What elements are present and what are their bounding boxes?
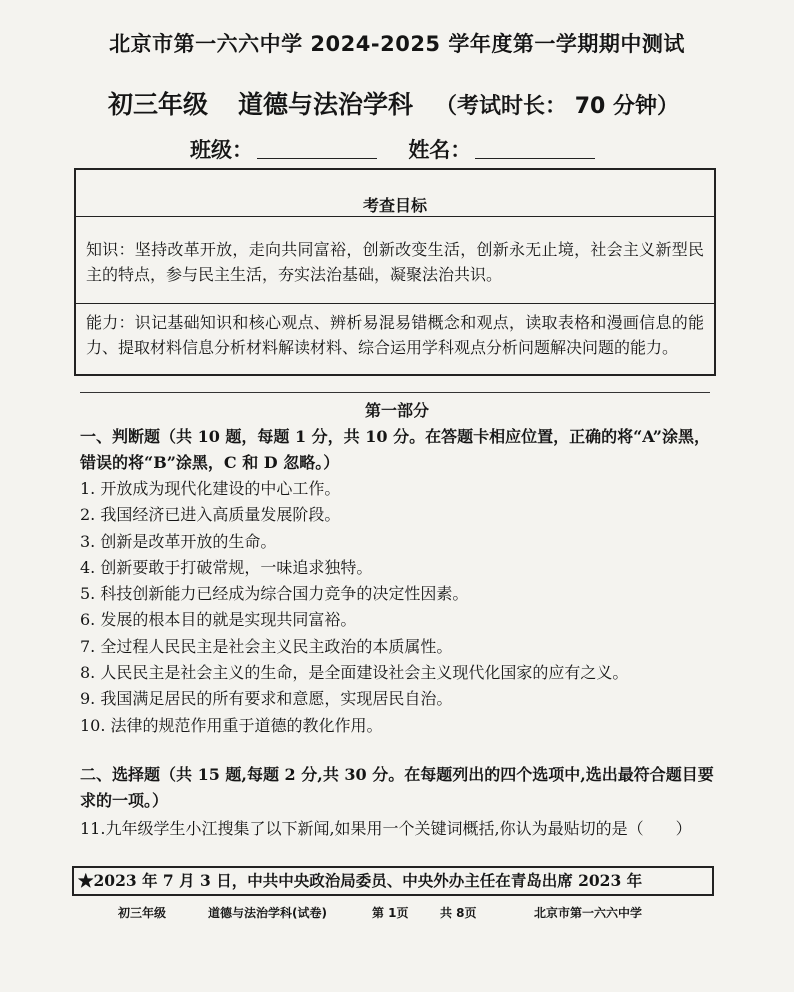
footer-total: 共 8页 xyxy=(440,906,477,920)
list-item: 4. 创新要敢于打破常规，一味追求独特。 xyxy=(80,557,373,577)
section2-instructions: 二、选择题（共 15 题,每题 2 分,共 30 分。在每题列出的四个选项中,选出最符合题目要求的一项。） xyxy=(80,765,714,810)
grade-label: 初三年级 xyxy=(108,90,209,119)
list-item: 6. 发展的根本目的就是实现共同富裕。 xyxy=(80,610,357,630)
footer-subject: 道德与法治学科(试卷) xyxy=(208,906,327,920)
list-item: 10. 法律的规范作用重于道德的教化作用。 xyxy=(80,715,383,735)
list-item: 8. 人民民主是社会主义的生命，是全面建设社会主义现代化国家的应有之义。 xyxy=(80,663,629,683)
exam-subtitle xyxy=(108,85,748,121)
list-item: 3. 创新是改革开放的生命。 xyxy=(80,531,277,551)
goals-knowledge: 知识：坚持改革开放，走向共同富裕，创新改变生活，创新永无止境，社会主义新型民主的特点，参与民主生活，夯实法治基础，凝聚法治共识。 xyxy=(76,217,714,304)
goals-heading: 考查目标 xyxy=(76,170,714,217)
footer-grade: 初三年级 xyxy=(118,906,167,920)
list-item: 1. 开放成为现代化建设的中心工作。 xyxy=(80,479,341,498)
name-label: 姓名： xyxy=(408,138,472,162)
goals-ability: 能力：识记基础知识和核心观点、辨析易混易错概念和观点，读取表格和漫画信息的能力、提取材料信息分析材料解读材料、综合运用学科观点分析问题解决问题的能力。 xyxy=(86,313,704,357)
duration-label: （考试时长： 70 分钟） xyxy=(435,94,679,119)
subject-label: 道德与法治学科 xyxy=(238,90,414,119)
list-item: 5. 科技创新能力已经成为综合国力竞争的决定性因素。 xyxy=(80,584,469,604)
true-false-list xyxy=(80,476,720,739)
footer-page: 第 1页 xyxy=(372,906,409,920)
divider xyxy=(80,392,710,393)
news-box: ★2023 年 7 月 3 日，中共中央政治局委员、中央外办主任在青岛出席 2023 年 xyxy=(72,866,714,896)
exam-title: 北京市第一六六中学 2024-2025 学年度第一学期期中测试 xyxy=(109,32,685,56)
class-label: 班级： xyxy=(190,138,253,162)
list-item: 2. 我国经济已进入高质量发展阶段。 xyxy=(80,505,341,525)
list-item: 7. 全过程人民民主是社会主义民主政治的本质属性。 xyxy=(80,636,453,656)
class-field[interactable] xyxy=(257,138,377,159)
part-title: 第一部分 xyxy=(364,401,429,420)
section1-instructions: 一、判断题（共 10 题，每题 1 分，共 10 分。在答题卡相应位置，正确的将“A”涂黑，错误的将“B”涂黑，C 和 D 忽略。） xyxy=(80,427,711,472)
goals-box xyxy=(74,168,716,376)
footer-school: 北京市第一六六中学 xyxy=(534,906,643,920)
list-item: 9. 我国满足居民的所有要求和意愿，实现居民自治。 xyxy=(80,689,453,709)
name-field[interactable] xyxy=(475,138,595,159)
question-11: 11.九年级学生小江搜集了以下新闻,如果用一个关键词概括,你认为最贴切的是（ ） xyxy=(80,819,692,838)
student-info xyxy=(190,134,595,164)
